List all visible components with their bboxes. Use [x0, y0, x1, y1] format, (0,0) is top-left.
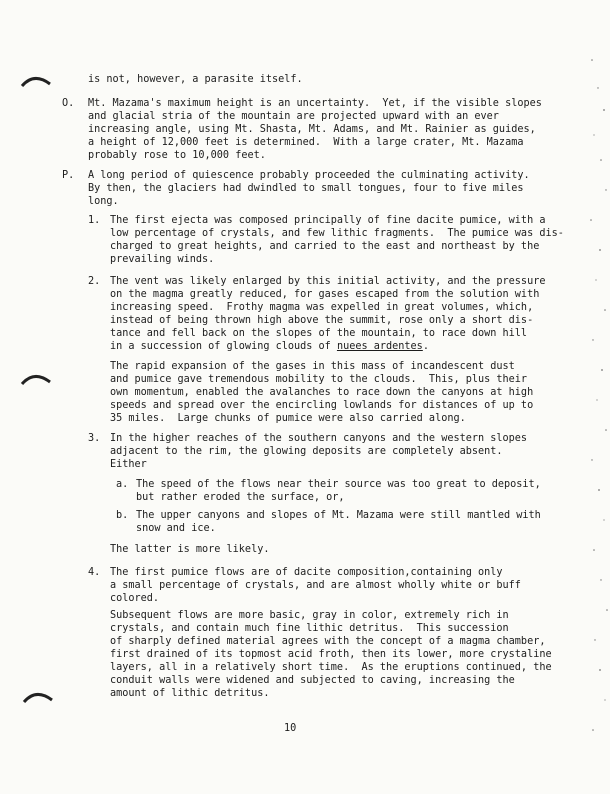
item-4-line-1: The first pumice flows are of dacite composition,containing only [110, 567, 503, 578]
item-2-para2-line-5: 35 miles. Large chunks of pumice were also carried along. [110, 413, 466, 424]
item-4-para2-line-2: crystals, and contain much fine lithic detritus. This succession [110, 623, 509, 634]
item-2-line-6-prefix: in a succession of glowing clouds of [110, 341, 337, 352]
section-o-label: O. [62, 98, 75, 109]
item-3-conclusion: The latter is more likely. [110, 544, 270, 555]
item-2-para2-line-1: The rapid expansion of the gases in this mass of incandescent dust [110, 361, 515, 372]
item-2-para2-line-4: speeds and spread over the encircling lowlands for distances of up to [110, 400, 534, 411]
item-3b-line-1: The upper canyons and slopes of Mt. Mazama were still mantled with [136, 510, 541, 521]
item-4-para2-line-7: amount of lithic detritus. [110, 688, 270, 699]
item-3a-line-2: but rather eroded the surface, or, [136, 492, 345, 503]
item-4-label: 4. [88, 567, 101, 578]
item-2-line-6-suffix: . [422, 341, 429, 352]
item-3-line-2: adjacent to the rim, the glowing deposits are completely absent. [110, 446, 503, 457]
section-o-line-3: increasing angle, using Mt. Shasta, Mt. Adams, and Mt. Rainier as guides, [88, 124, 536, 135]
scan-noise-edge [586, 40, 610, 760]
nuees-ardentes-term: nuees ardentes [336, 341, 423, 352]
page-number: 10 [284, 723, 297, 734]
section-o-line-2: and glacial stria of the mountain are projected upward with an ever [88, 111, 499, 122]
section-p-line-1: A long period of quiescence probably proceeded the culminating activity. [88, 170, 530, 181]
item-2-line-3: increasing speed. Frothy magma was expelled in great volumes, which, [110, 302, 534, 313]
binder-hole-mark-middle [20, 372, 52, 386]
item-3-label: 3. [88, 433, 101, 444]
item-2-line-2: on the magma greatly reduced, for gases escaped from the solution with [110, 289, 540, 300]
item-4-para2-line-4: first drained of its topmost acid froth, then its lower, more crystaline [110, 649, 552, 660]
binder-hole-mark-bottom [22, 690, 54, 704]
item-2-line-4: instead of being thrown high above the summit, rose only a short dis- [110, 315, 534, 326]
item-2-line-6 [110, 340, 429, 353]
item-3a-label: a. [116, 479, 129, 490]
item-1-label: 1. [88, 215, 101, 226]
item-4-para2-line-6: conduit walls were widened and subjected to caving, increasing the [110, 675, 515, 686]
continuation-line: is not, however, a parasite itself. [88, 74, 303, 85]
item-4-line-3: colored. [110, 593, 160, 604]
section-o-line-4: a height of 12,000 feet is determined. With a large crater, Mt. Mazama [88, 137, 524, 148]
section-p-line-3: long. [88, 196, 119, 207]
binder-hole-mark-top [20, 74, 52, 88]
item-4-line-2: a small percentage of crystals, and are almost wholly white or buff [110, 580, 521, 591]
item-3-line-1: In the higher reaches of the southern canyons and the western slopes [110, 433, 528, 444]
section-p-line-2: By then, the glaciers had dwindled to small tongues, four to five miles [88, 183, 524, 194]
item-2-label: 2. [88, 276, 101, 287]
item-2-para2-line-2: and pumice gave tremendous mobility to the clouds. This, plus their [110, 374, 528, 385]
section-o-line-5: probably rose to 10,000 feet. [88, 150, 266, 161]
item-4-para2-line-3: of sharply defined material agrees with the concept of a magma chamber, [110, 636, 546, 647]
item-1-line-3: charged to great heights, and carried to the east and northeast by the [110, 241, 540, 252]
item-3b-line-2: snow and ice. [136, 523, 216, 534]
section-p-label: P. [62, 170, 75, 181]
section-o-line-1: Mt. Mazama's maximum height is an uncertainty. Yet, if the visible slopes [88, 98, 542, 109]
item-2-line-1: The vent was likely enlarged by this initial activity, and the pressure [110, 276, 546, 287]
item-4-para2-line-1: Subsequent flows are more basic, gray in color, extremely rich in [110, 610, 509, 621]
item-3a-line-1: The speed of the flows near their source was too great to deposit, [136, 479, 541, 490]
item-1-line-2: low percentage of crystals, and few lithic fragments. The pumice was dis- [110, 228, 564, 239]
item-1-line-4: prevailing winds. [110, 254, 215, 265]
item-4-para2-line-5: layers, all in a relatively short time. As the eruptions continued, the [110, 662, 552, 673]
item-2-line-5: tance and fell back on the slopes of the mountain, to race down hill [110, 328, 528, 339]
item-3-line-3: Either [110, 459, 147, 470]
item-2-para2-line-3: own momentum, enabled the avalanches to race down the canyons at high [110, 387, 534, 398]
item-3b-label: b. [116, 510, 129, 521]
item-1-line-1: The first ejecta was composed principally of fine dacite pumice, with a [110, 215, 546, 226]
